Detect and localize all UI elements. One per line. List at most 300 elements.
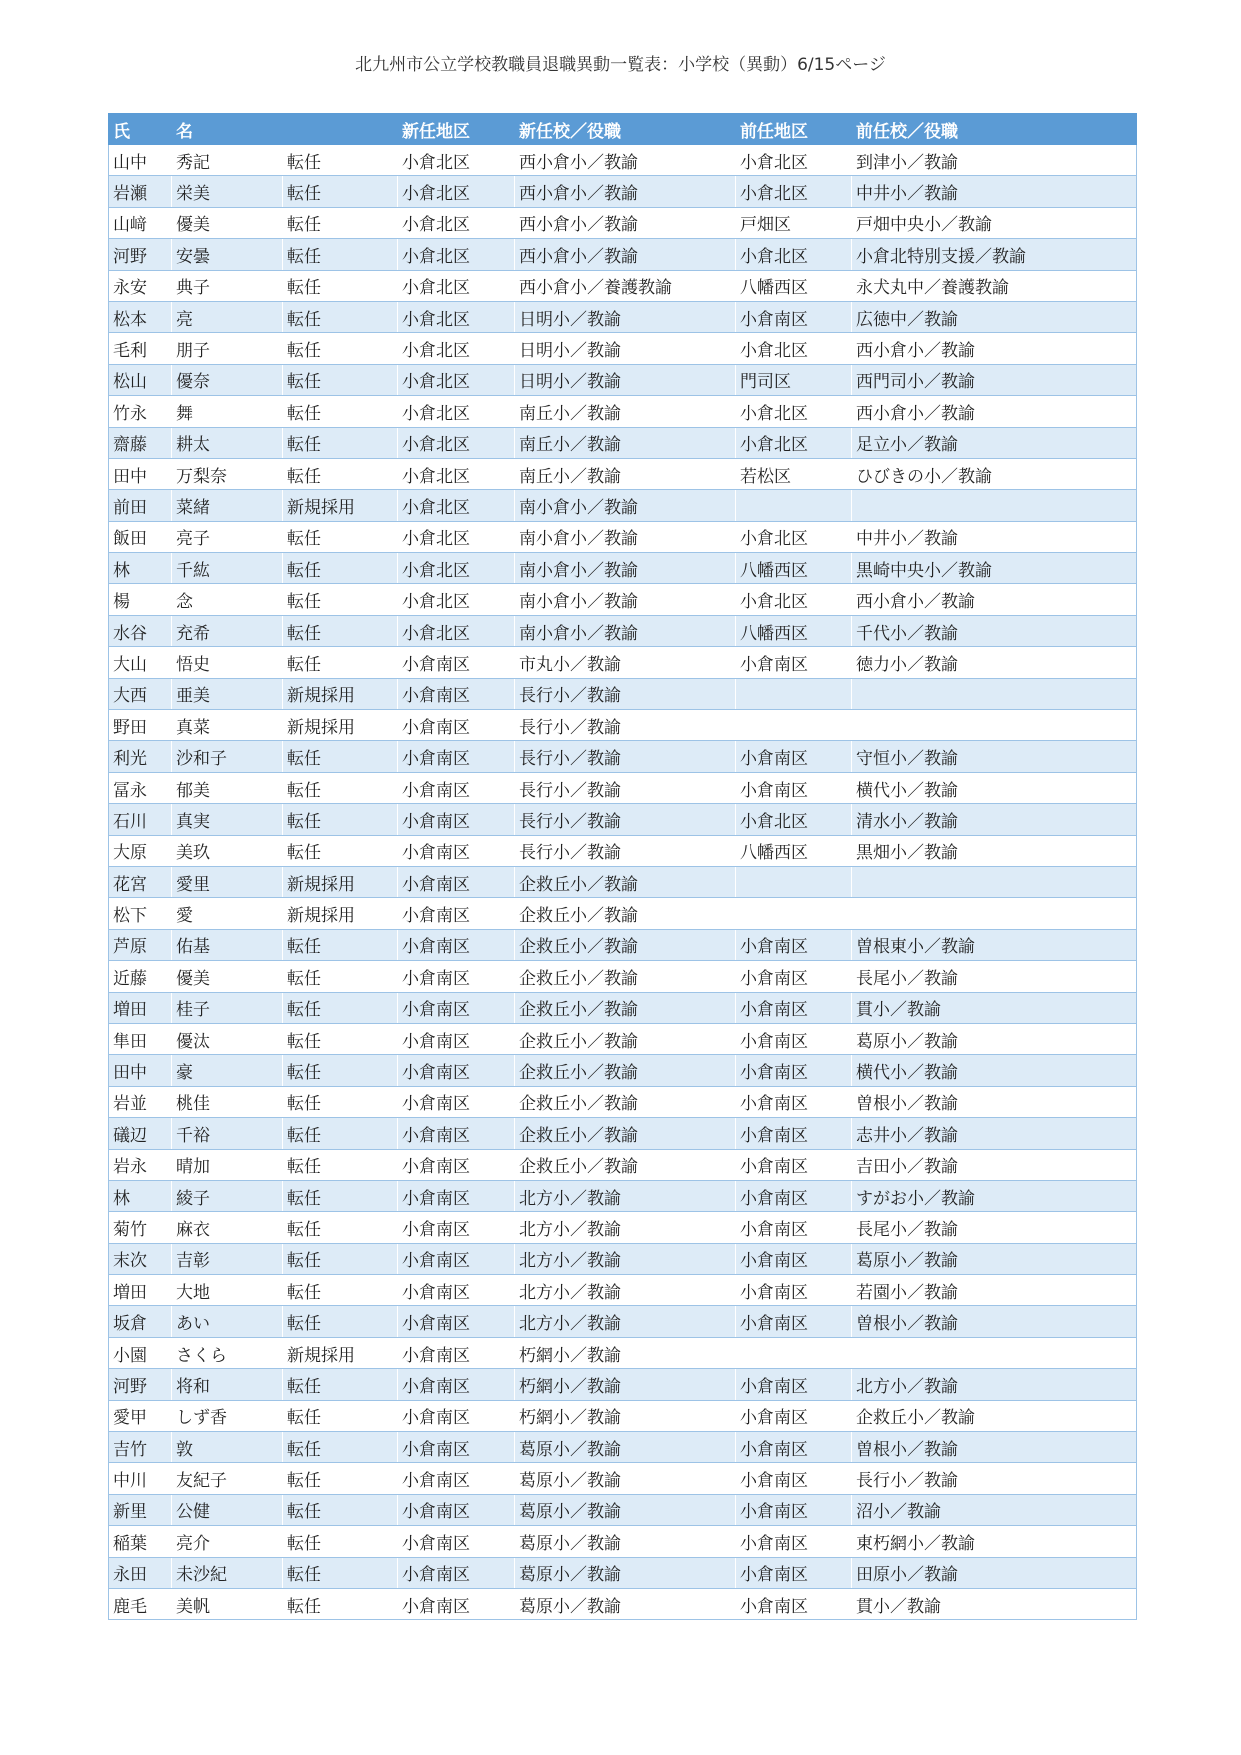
new-district-cell: 小倉南区 [398, 1526, 515, 1557]
new-district-cell: 小倉南区 [398, 1055, 515, 1086]
family-name-cell: 近藤 [109, 961, 172, 992]
transfer-type-cell: 転任 [283, 1212, 398, 1243]
prev-district-cell [736, 678, 852, 709]
new-school-cell: 朽網小／教諭 [515, 1400, 736, 1431]
prev-school-cell: 曽根小／教諭 [852, 1086, 1137, 1117]
prev-district-cell: 小倉南区 [736, 741, 852, 772]
new-district-cell: 小倉南区 [398, 961, 515, 992]
given-name-cell: 吉彰 [172, 1243, 283, 1274]
transfer-type-cell: 転任 [283, 1275, 398, 1306]
family-name-cell: 増田 [109, 992, 172, 1023]
new-district-cell: 小倉北区 [398, 490, 515, 521]
prev-district-cell: 小倉南区 [736, 1118, 852, 1149]
transfer-type-cell: 転任 [283, 1369, 398, 1400]
prev-school-cell [852, 490, 1137, 521]
given-name-cell: 舞 [172, 396, 283, 427]
family-name-cell: 菊竹 [109, 1212, 172, 1243]
prev-school-cell: 曽根東小／教諭 [852, 929, 1137, 960]
family-name-cell: 岩永 [109, 1149, 172, 1180]
table-row [109, 1180, 1137, 1211]
prev-district-cell: 小倉南区 [736, 1306, 852, 1337]
family-name-cell: 河野 [109, 1369, 172, 1400]
prev-district-cell: 小倉南区 [736, 1494, 852, 1525]
new-district-cell: 小倉南区 [398, 1557, 515, 1588]
given-name-cell: 麻衣 [172, 1212, 283, 1243]
transfer-type-cell: 転任 [283, 207, 398, 238]
family-name-cell: 大原 [109, 835, 172, 866]
transfer-type-cell: 転任 [283, 741, 398, 772]
new-school-cell: 企救丘小／教諭 [515, 1055, 736, 1086]
table-row [109, 647, 1137, 678]
new-district-cell: 小倉南区 [398, 835, 515, 866]
transfer-type-cell: 転任 [283, 992, 398, 1023]
prev-school-cell: 清水小／教諭 [852, 804, 1137, 835]
family-name-cell: 松本 [109, 301, 172, 332]
family-name-cell: 増田 [109, 1275, 172, 1306]
table-row [109, 239, 1137, 270]
prev-district-cell: 小倉南区 [736, 1023, 852, 1054]
family-name-cell: 山﨑 [109, 207, 172, 238]
table-row [109, 1118, 1137, 1149]
prev-district-cell [736, 1337, 852, 1368]
transfer-type-cell: 転任 [283, 1306, 398, 1337]
prev-school-cell: 貫小／教諭 [852, 992, 1137, 1023]
family-name-cell: 坂倉 [109, 1306, 172, 1337]
prev-school-cell: 長尾小／教諭 [852, 1212, 1137, 1243]
new-school-cell: 朽網小／教諭 [515, 1369, 736, 1400]
prev-school-cell: 広徳中／教諭 [852, 301, 1137, 332]
family-name-cell: 永田 [109, 1557, 172, 1588]
table-row [109, 176, 1137, 207]
given-name-cell: 未沙紀 [172, 1557, 283, 1588]
given-name-cell: 沙和子 [172, 741, 283, 772]
prev-district-cell [736, 898, 852, 929]
table-row [109, 333, 1137, 364]
prev-school-cell: 西小倉小／教諭 [852, 333, 1137, 364]
transfer-type-cell: 転任 [283, 835, 398, 866]
family-name-cell: 前田 [109, 490, 172, 521]
prev-school-cell: 曽根小／教諭 [852, 1306, 1137, 1337]
prev-school-cell: 東朽網小／教諭 [852, 1526, 1137, 1557]
header-prev-school: 前任校／役職 [852, 114, 1137, 145]
given-name-cell: 優美 [172, 961, 283, 992]
transfer-type-cell: 転任 [283, 1118, 398, 1149]
new-district-cell: 小倉北区 [398, 301, 515, 332]
given-name-cell: 優奈 [172, 364, 283, 395]
table-row [109, 1023, 1137, 1054]
table-row [109, 804, 1137, 835]
given-name-cell: 公健 [172, 1494, 283, 1525]
family-name-cell: 楊 [109, 584, 172, 615]
given-name-cell: 念 [172, 584, 283, 615]
table-row [109, 866, 1137, 897]
prev-school-cell [852, 1337, 1137, 1368]
transfer-type-cell: 転任 [283, 584, 398, 615]
family-name-cell: 田中 [109, 458, 172, 489]
family-name-cell: 松下 [109, 898, 172, 929]
given-name-cell: 悟史 [172, 647, 283, 678]
family-name-cell: 冨永 [109, 772, 172, 803]
given-name-cell: 豪 [172, 1055, 283, 1086]
transfer-table [108, 113, 1137, 1620]
prev-district-cell: 小倉南区 [736, 1086, 852, 1117]
table-row [109, 615, 1137, 646]
new-district-cell: 小倉北区 [398, 396, 515, 427]
transfer-type-cell: 転任 [283, 396, 398, 427]
family-name-cell: 吉竹 [109, 1432, 172, 1463]
family-name-cell: 林 [109, 1180, 172, 1211]
family-name-cell: 松山 [109, 364, 172, 395]
new-school-cell: 葛原小／教諭 [515, 1494, 736, 1525]
family-name-cell: 飯田 [109, 521, 172, 552]
table-row [109, 1055, 1137, 1086]
new-school-cell: 長行小／教諭 [515, 678, 736, 709]
given-name-cell: 綾子 [172, 1180, 283, 1211]
prev-district-cell: 小倉南区 [736, 1369, 852, 1400]
family-name-cell: 竹永 [109, 396, 172, 427]
prev-district-cell: 小倉南区 [736, 301, 852, 332]
table-row [109, 992, 1137, 1023]
given-name-cell: 亮子 [172, 521, 283, 552]
new-district-cell: 小倉南区 [398, 678, 515, 709]
new-school-cell: 南小倉小／教諭 [515, 584, 736, 615]
given-name-cell: 亮 [172, 301, 283, 332]
header-new-district: 新任地区 [398, 114, 515, 145]
new-school-cell: 西小倉小／教諭 [515, 176, 736, 207]
new-district-cell: 小倉北区 [398, 207, 515, 238]
new-district-cell: 小倉北区 [398, 615, 515, 646]
new-district-cell: 小倉南区 [398, 1212, 515, 1243]
prev-district-cell: 小倉南区 [736, 1055, 852, 1086]
given-name-cell: 優美 [172, 207, 283, 238]
new-school-cell: 西小倉小／教諭 [515, 145, 736, 176]
new-school-cell: 葛原小／教諭 [515, 1557, 736, 1588]
given-name-cell: 万梨奈 [172, 458, 283, 489]
new-district-cell: 小倉南区 [398, 1494, 515, 1525]
prev-district-cell: 小倉北区 [736, 176, 852, 207]
new-district-cell: 小倉南区 [398, 898, 515, 929]
prev-district-cell: 小倉北区 [736, 333, 852, 364]
given-name-cell: 真実 [172, 804, 283, 835]
given-name-cell: あい [172, 1306, 283, 1337]
table-row [109, 741, 1137, 772]
family-name-cell: 毛利 [109, 333, 172, 364]
prev-district-cell [736, 490, 852, 521]
transfer-type-cell: 転任 [283, 1180, 398, 1211]
given-name-cell: 亜美 [172, 678, 283, 709]
prev-district-cell: 八幡西区 [736, 615, 852, 646]
prev-district-cell: 若松区 [736, 458, 852, 489]
given-name-cell: 郁美 [172, 772, 283, 803]
table-row [109, 678, 1137, 709]
table-row [109, 1086, 1137, 1117]
family-name-cell: 林 [109, 553, 172, 584]
new-district-cell: 小倉南区 [398, 1275, 515, 1306]
prev-district-cell: 八幡西区 [736, 835, 852, 866]
new-school-cell: 西小倉小／教諭 [515, 207, 736, 238]
new-district-cell: 小倉北区 [398, 427, 515, 458]
table-row [109, 1557, 1137, 1588]
prev-school-cell: 西小倉小／教諭 [852, 396, 1137, 427]
family-name-cell: 河野 [109, 239, 172, 270]
prev-district-cell: 小倉南区 [736, 961, 852, 992]
table-row [109, 396, 1137, 427]
new-district-cell: 小倉北区 [398, 584, 515, 615]
new-district-cell: 小倉南区 [398, 1118, 515, 1149]
given-name-cell: 栄美 [172, 176, 283, 207]
given-name-cell: 美玖 [172, 835, 283, 866]
prev-school-cell: 志井小／教諭 [852, 1118, 1137, 1149]
family-name-cell: 岩瀬 [109, 176, 172, 207]
table-row [109, 427, 1137, 458]
table-row [109, 961, 1137, 992]
prev-school-cell: すがお小／教諭 [852, 1180, 1137, 1211]
table-row [109, 301, 1137, 332]
given-name-cell: 真菜 [172, 710, 283, 741]
new-district-cell: 小倉北区 [398, 458, 515, 489]
prev-school-cell: 黒崎中央小／教諭 [852, 553, 1137, 584]
new-school-cell: 企救丘小／教諭 [515, 1118, 736, 1149]
new-school-cell: 葛原小／教諭 [515, 1463, 736, 1494]
prev-school-cell: 長尾小／教諭 [852, 961, 1137, 992]
new-district-cell: 小倉南区 [398, 1337, 515, 1368]
new-school-cell: 南小倉小／教諭 [515, 553, 736, 584]
transfer-type-cell: 転任 [283, 427, 398, 458]
transfer-type-cell: 転任 [283, 1557, 398, 1588]
prev-school-cell: 貫小／教諭 [852, 1588, 1137, 1619]
given-name-cell: 愛 [172, 898, 283, 929]
new-district-cell: 小倉南区 [398, 1369, 515, 1400]
prev-district-cell: 小倉北区 [736, 804, 852, 835]
transfer-type-cell: 転任 [283, 1463, 398, 1494]
prev-district-cell: 小倉南区 [736, 929, 852, 960]
table-row [109, 1337, 1137, 1368]
prev-school-cell: 永犬丸中／養護教諭 [852, 270, 1137, 301]
new-district-cell: 小倉南区 [398, 992, 515, 1023]
transfer-type-cell: 新規採用 [283, 710, 398, 741]
new-district-cell: 小倉南区 [398, 866, 515, 897]
given-name-cell: 愛里 [172, 866, 283, 897]
new-school-cell: 長行小／教諭 [515, 741, 736, 772]
prev-school-cell: 到津小／教諭 [852, 145, 1137, 176]
transfer-type-cell: 転任 [283, 553, 398, 584]
prev-district-cell: 小倉南区 [736, 1212, 852, 1243]
table-row [109, 772, 1137, 803]
new-district-cell: 小倉南区 [398, 772, 515, 803]
new-school-cell: 日明小／教諭 [515, 333, 736, 364]
prev-district-cell: 小倉南区 [736, 1557, 852, 1588]
family-name-cell: 大西 [109, 678, 172, 709]
prev-school-cell: 曽根小／教諭 [852, 1432, 1137, 1463]
transfer-type-cell: 転任 [283, 1588, 398, 1619]
new-school-cell: 日明小／教諭 [515, 364, 736, 395]
transfer-type-cell: 転任 [283, 1149, 398, 1180]
given-name-cell: 菜緒 [172, 490, 283, 521]
transfer-type-cell: 転任 [283, 961, 398, 992]
family-name-cell: 新里 [109, 1494, 172, 1525]
table-row [109, 1400, 1137, 1431]
table-row [109, 1526, 1137, 1557]
new-school-cell: 長行小／教諭 [515, 804, 736, 835]
table-row [109, 364, 1137, 395]
new-district-cell: 小倉北区 [398, 239, 515, 270]
transfer-type-cell: 転任 [283, 239, 398, 270]
prev-district-cell: 戸畑区 [736, 207, 852, 238]
family-name-cell: 岩並 [109, 1086, 172, 1117]
prev-school-cell: 横代小／教諭 [852, 772, 1137, 803]
given-name-cell: 充希 [172, 615, 283, 646]
prev-school-cell: 中井小／教諭 [852, 521, 1137, 552]
table-row [109, 1275, 1137, 1306]
family-name-cell: 中川 [109, 1463, 172, 1494]
transfer-type-cell: 転任 [283, 176, 398, 207]
header-type [283, 114, 398, 145]
table-row [109, 270, 1137, 301]
new-school-cell: 南丘小／教諭 [515, 396, 736, 427]
family-name-cell: 鹿毛 [109, 1588, 172, 1619]
header-new-school: 新任校／役職 [515, 114, 736, 145]
family-name-cell: 石川 [109, 804, 172, 835]
new-school-cell: 日明小／教諭 [515, 301, 736, 332]
new-district-cell: 小倉南区 [398, 1400, 515, 1431]
new-school-cell: 北方小／教諭 [515, 1306, 736, 1337]
new-school-cell: 南小倉小／教諭 [515, 521, 736, 552]
table-row [109, 458, 1137, 489]
new-school-cell: 北方小／教諭 [515, 1275, 736, 1306]
table-row [109, 1243, 1137, 1274]
given-name-cell: 晴加 [172, 1149, 283, 1180]
new-school-cell: 企救丘小／教諭 [515, 1023, 736, 1054]
given-name-cell: 朋子 [172, 333, 283, 364]
prev-school-cell: 守恒小／教諭 [852, 741, 1137, 772]
new-school-cell: 西小倉小／養護教諭 [515, 270, 736, 301]
family-name-cell: 野田 [109, 710, 172, 741]
prev-school-cell: 葛原小／教諭 [852, 1243, 1137, 1274]
new-district-cell: 小倉北区 [398, 145, 515, 176]
table-row [109, 1588, 1137, 1619]
family-name-cell: 永安 [109, 270, 172, 301]
new-school-cell: 葛原小／教諭 [515, 1588, 736, 1619]
prev-district-cell: 小倉南区 [736, 1463, 852, 1494]
table-row [109, 710, 1137, 741]
new-school-cell: 市丸小／教諭 [515, 647, 736, 678]
transfer-type-cell: 転任 [283, 1086, 398, 1117]
given-name-cell: 敦 [172, 1432, 283, 1463]
transfer-type-cell: 転任 [283, 1023, 398, 1054]
new-district-cell: 小倉南区 [398, 1432, 515, 1463]
prev-school-cell: 足立小／教諭 [852, 427, 1137, 458]
new-school-cell: 長行小／教諭 [515, 772, 736, 803]
prev-district-cell: 八幡西区 [736, 270, 852, 301]
table-row [109, 1149, 1137, 1180]
given-name-cell: 美帆 [172, 1588, 283, 1619]
prev-school-cell: 葛原小／教諭 [852, 1023, 1137, 1054]
table-row [109, 207, 1137, 238]
prev-school-cell: 徳力小／教諭 [852, 647, 1137, 678]
family-name-cell: 水谷 [109, 615, 172, 646]
transfer-type-cell: 転任 [283, 772, 398, 803]
new-district-cell: 小倉北区 [398, 270, 515, 301]
new-district-cell: 小倉南区 [398, 1180, 515, 1211]
prev-district-cell [736, 866, 852, 897]
given-name-cell: 千裕 [172, 1118, 283, 1149]
prev-school-cell: 西小倉小／教諭 [852, 584, 1137, 615]
new-district-cell: 小倉南区 [398, 804, 515, 835]
new-district-cell: 小倉北区 [398, 364, 515, 395]
prev-district-cell: 小倉南区 [736, 1275, 852, 1306]
prev-district-cell: 小倉南区 [736, 1400, 852, 1431]
prev-school-cell [852, 710, 1137, 741]
table-row [109, 145, 1137, 176]
table-row [109, 1463, 1137, 1494]
prev-school-cell: 黒畑小／教諭 [852, 835, 1137, 866]
transfer-type-cell: 転任 [283, 521, 398, 552]
prev-district-cell: 小倉南区 [736, 1588, 852, 1619]
page-title: 北九州市公立学校教職員退職異動一覧表：小学校（異動）6/15ページ [355, 55, 886, 75]
transfer-type-cell: 転任 [283, 364, 398, 395]
new-school-cell: 朽網小／教諭 [515, 1337, 736, 1368]
transfer-type-cell: 新規採用 [283, 1337, 398, 1368]
table-row [109, 929, 1137, 960]
new-school-cell: 西小倉小／教諭 [515, 239, 736, 270]
given-name-cell: しず香 [172, 1400, 283, 1431]
family-name-cell: 末次 [109, 1243, 172, 1274]
given-name-cell: 典子 [172, 270, 283, 301]
new-district-cell: 小倉南区 [398, 1149, 515, 1180]
prev-district-cell: 小倉南区 [736, 1243, 852, 1274]
new-school-cell: 葛原小／教諭 [515, 1526, 736, 1557]
table-row [109, 898, 1137, 929]
table-row [109, 1432, 1137, 1463]
new-district-cell: 小倉南区 [398, 1588, 515, 1619]
header-family-name: 氏 [109, 114, 172, 145]
prev-school-cell: 長行小／教諭 [852, 1463, 1137, 1494]
given-name-cell: 友紀子 [172, 1463, 283, 1494]
new-school-cell: 企救丘小／教諭 [515, 961, 736, 992]
prev-district-cell: 小倉南区 [736, 1526, 852, 1557]
new-school-cell: 葛原小／教諭 [515, 1432, 736, 1463]
table-row [109, 1369, 1137, 1400]
prev-district-cell: 小倉南区 [736, 992, 852, 1023]
header-given-name: 名 [172, 114, 283, 145]
new-school-cell: 北方小／教諭 [515, 1180, 736, 1211]
transfer-type-cell: 転任 [283, 929, 398, 960]
family-name-cell: 山中 [109, 145, 172, 176]
transfer-type-cell: 転任 [283, 301, 398, 332]
new-district-cell: 小倉南区 [398, 741, 515, 772]
new-school-cell: 企救丘小／教諭 [515, 1086, 736, 1117]
table-row [109, 835, 1137, 866]
prev-school-cell: 戸畑中央小／教諭 [852, 207, 1137, 238]
prev-school-cell: 北方小／教諭 [852, 1369, 1137, 1400]
transfer-type-cell: 転任 [283, 333, 398, 364]
transfer-type-cell: 転任 [283, 1526, 398, 1557]
new-district-cell: 小倉南区 [398, 1086, 515, 1117]
new-district-cell: 小倉南区 [398, 1023, 515, 1054]
table-row [109, 553, 1137, 584]
new-school-cell: 企救丘小／教諭 [515, 866, 736, 897]
family-name-cell: 礒辺 [109, 1118, 172, 1149]
prev-school-cell: 企救丘小／教諭 [852, 1400, 1137, 1431]
table-row [109, 584, 1137, 615]
transfer-type-cell: 転任 [283, 647, 398, 678]
transfer-type-cell: 転任 [283, 1400, 398, 1431]
transfer-type-cell: 転任 [283, 270, 398, 301]
new-school-cell: 北方小／教諭 [515, 1212, 736, 1243]
prev-school-cell: 吉田小／教諭 [852, 1149, 1137, 1180]
new-school-cell: 企救丘小／教諭 [515, 929, 736, 960]
prev-district-cell: 小倉南区 [736, 772, 852, 803]
